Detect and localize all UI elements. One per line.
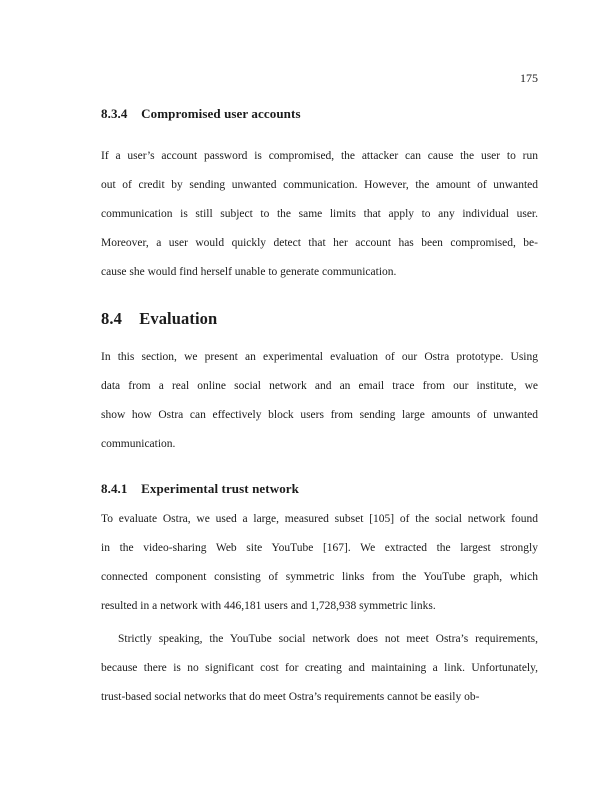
text-line: in the video-sharing Web site YouTube [167]. We extracted the largest strongly [101, 542, 538, 554]
text-line: show how Ostra can effectively block users from sending large amounts of unwanted [101, 409, 538, 421]
subsection-number: 8.3.4 [101, 106, 128, 121]
paragraph-strictly-speaking [101, 625, 538, 712]
subsection-number: 8.4.1 [101, 481, 128, 496]
text-line: trust-based social networks that do meet Ostra’s requirements cannot be easily ob- [101, 691, 480, 703]
section-heading-evaluation [101, 309, 538, 329]
text-line: communication. [101, 438, 176, 450]
text-line: Moreover, a user would quickly detect that her account has been compromised, be- [101, 237, 538, 249]
text-line: communication is still subject to the same limits that apply to any individual user. [101, 208, 538, 220]
subsection-title: Compromised user accounts [141, 106, 301, 121]
text-line: Strictly speaking, the YouTube social network does not meet Ostra’s requirements, [118, 633, 538, 645]
text-line: In this section, we present an experimental evaluation of our Ostra prototype. Using [101, 351, 538, 363]
section-title: Evaluation [139, 309, 218, 328]
paragraph-evaluation-intro [101, 343, 538, 459]
subsection-heading-experimental-trust-network [101, 481, 538, 497]
text-line: resulted in a network with 446,181 users and 1,728,938 symmetric links. [101, 600, 436, 612]
page-number: 175 [520, 71, 538, 85]
text-line: out of credit by sending unwanted communication. However, the amount of unwanted [101, 179, 538, 191]
text-line: To evaluate Ostra, we used a large, measured subset [105] of the social network found [101, 513, 538, 525]
text-line: If a user’s account password is compromised, the attacker can cause the user to run [101, 150, 538, 162]
paragraph-trust-network [101, 505, 538, 621]
text-line: connected component consisting of symmetric links from the YouTube graph, which [101, 571, 538, 583]
text-line: cause she would find herself unable to generate communication. [101, 266, 397, 278]
subsection-title: Experimental trust network [141, 481, 299, 496]
text-line: data from a real online social network and an email trace from our institute, we [101, 380, 538, 392]
section-number: 8.4 [101, 309, 122, 328]
text-line: because there is no significant cost for creating and maintaining a link. Unfortunately, [101, 662, 538, 674]
subsection-heading-compromised-user-accounts [101, 106, 538, 122]
paragraph-compromised-accounts [101, 142, 538, 287]
